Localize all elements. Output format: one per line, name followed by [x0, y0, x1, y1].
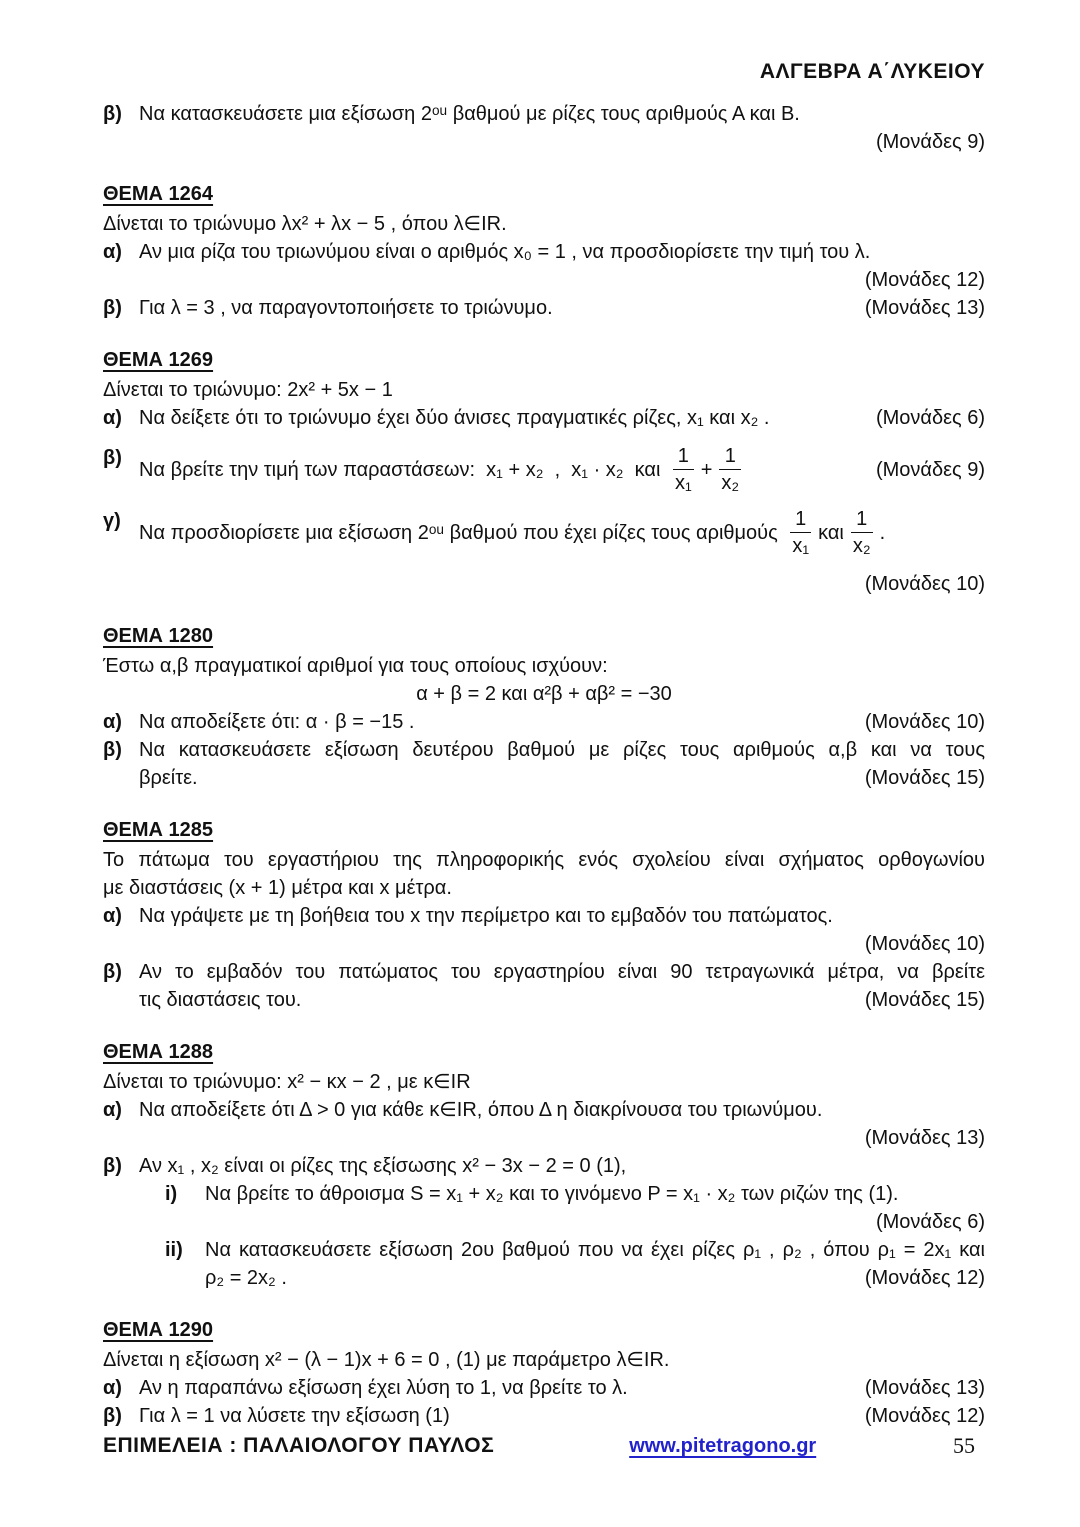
fraction-denominator: x₂: [721, 472, 740, 494]
question-label: β): [103, 739, 122, 761]
question-item-b: [103, 958, 985, 1014]
question-item-c: [103, 507, 985, 558]
theme-title: [103, 1038, 985, 1066]
centered-equation: α + β = 2 και α²β + αβ² = −30: [416, 683, 672, 705]
points-badge: (Μονάδες 12): [864, 269, 985, 291]
question-label: α): [103, 1099, 122, 1121]
question-text: Αν η παραπάνω εξίσωση έχει λύση το 1, να βρείτε το λ.: [139, 1377, 628, 1399]
question-item-a: [103, 902, 985, 930]
question-label: β): [103, 961, 122, 983]
points-line: [103, 1124, 985, 1152]
fraction-numerator: 1: [851, 507, 873, 533]
question-text-wrap: [139, 404, 985, 432]
theme-1280: [103, 622, 985, 792]
question-label: i): [165, 1183, 178, 1205]
question-label: β): [103, 447, 122, 469]
question-label: α): [103, 711, 122, 733]
theme-intro: Έστω α,β πραγματικοί αριθμοί για τους οποίους ισχύουν:: [103, 655, 608, 677]
points-badge: (Μονάδες 13): [864, 1377, 985, 1399]
theme-1285: [103, 816, 985, 1014]
theme-intro-line1: Το πάτωμα του εργαστήριου της πληροφορικής ενός σχολείου είναι σχήματος ορθογωνίου: [103, 849, 985, 871]
fraction: [790, 507, 811, 558]
theme-title: [103, 180, 985, 208]
points-badge: (Μονάδες 10): [864, 573, 985, 595]
question-item-a: [103, 708, 985, 736]
question-text-line1: Να κατασκευάσετε εξίσωση δευτέρου βαθμού με ρίζες τους αριθμούς α,β και να τους: [139, 739, 985, 761]
question-item-b-ii: [165, 1236, 985, 1292]
question-text-line2-row: [139, 986, 985, 1014]
question-text-line2: ρ₂ = 2x₂ .: [205, 1267, 287, 1289]
question-item-a: [103, 1374, 985, 1402]
theme-intro-line2: με διαστάσεις (x + 1) μέτρα και x μέτρα.: [103, 877, 452, 899]
question-label: β): [103, 1155, 122, 1177]
question-text-wrap: [139, 444, 985, 495]
question-item-b-i: [165, 1180, 985, 1208]
question-text-wrap: [139, 1152, 985, 1180]
points-badge: (Μονάδες 6): [875, 407, 985, 429]
theme-intro: Δίνεται το τριώνυμο: x² − κx − 2 , με κ∈IR: [103, 1071, 471, 1093]
question-label: β): [103, 1405, 122, 1427]
question-text-line1: Να κατασκευάσετε εξίσωση 2ου βαθμού που να έχει ρίζες ρ₁ , ρ₂ , όπου ρ₁ = 2x₁ και: [205, 1239, 985, 1261]
question-text-wrap: [139, 1402, 985, 1430]
points-badge: (Μονάδες 13): [864, 297, 985, 319]
points-line: [103, 570, 985, 598]
fraction-numerator: 1: [790, 507, 811, 533]
points-badge: (Μονάδες 15): [864, 989, 985, 1011]
question-item-a: [103, 404, 985, 432]
plus-operator: +: [700, 458, 713, 481]
theme-title: [103, 622, 985, 650]
question-item-a: [103, 238, 985, 266]
question-label: α): [103, 905, 122, 927]
question-text-wrap: [205, 1236, 985, 1292]
points-badge: (Μονάδες 12): [864, 1405, 985, 1427]
points-badge: (Μονάδες 9): [875, 458, 985, 481]
points-badge: (Μονάδες 10): [864, 933, 985, 955]
page-footer: [103, 1432, 985, 1460]
page-title: ΑΛΓΕΒΡΑ Α΄ΛΥΚΕΙΟΥ: [759, 60, 985, 83]
question-text: Για λ = 1 να λύσετε την εξίσωση (1): [139, 1405, 450, 1427]
points-badge: (Μονάδες 9): [875, 131, 985, 153]
page-header: [103, 58, 985, 86]
theme-intro: Δίνεται το τριώνυμο: 2x² + 5x − 1: [103, 379, 393, 401]
question-text-wrap: [139, 507, 985, 558]
question-label: γ): [103, 510, 121, 532]
question-item-b: [103, 736, 985, 792]
theme-1288: [103, 1038, 985, 1292]
fraction-denominator: x₁: [674, 472, 692, 494]
theme-title-text: ΘΕΜΑ 1290: [103, 1319, 214, 1341]
connector-text: και: [818, 521, 844, 544]
question-text: Να κατασκευάσετε μια εξίσωση 2ᵒᵘ βαθμού με ρίζες τους αριθμούς Α και Β.: [139, 103, 800, 125]
question-label: α): [103, 1377, 122, 1399]
points-line: [103, 128, 985, 156]
points-line: [103, 266, 985, 294]
question-text-wrap: [139, 736, 985, 792]
page-number: 55: [953, 1433, 975, 1458]
question-text-wrap: [139, 902, 985, 930]
theme-1269: [103, 346, 985, 598]
theme-intro: Δίνεται η εξίσωση x² − (λ − 1)x + 6 = 0 , (1) με παράμετρο λ∈IR.: [103, 1349, 670, 1371]
question-item-b: [103, 1152, 985, 1180]
points-line: [103, 930, 985, 958]
fraction: [673, 444, 694, 495]
theme-title-text: ΘΕΜΑ 1269: [103, 349, 214, 371]
fraction-denominator: x₂: [852, 535, 871, 557]
points-badge: (Μονάδες 10): [864, 711, 985, 733]
question-text-line1: Αν το εμβαδόν του πατώματος του εργαστηρίου είναι 90 τετραγωνικά μέτρα, να βρείτε: [139, 961, 985, 983]
theme-title-text: ΘΕΜΑ 1264: [103, 183, 214, 205]
theme-intro: Δίνεται το τριώνυμο λx² + λx − 5 , όπου λ∈IR.: [103, 213, 507, 235]
question-text-line2: τις διαστάσεις του.: [139, 989, 302, 1011]
question-label: ii): [165, 1239, 183, 1261]
fraction: [851, 507, 873, 558]
footer-editor-credit: ΕΠΙΜΕΛΕΙΑ : ΠΑΛΑΙΟΛΟΓΟΥ ΠΑΥΛΟΣ: [103, 1434, 495, 1457]
question-text: Να προσδιορίσετε μια εξίσωση 2ᵒᵘ βαθμού που έχει ρίζες τους αριθμούς: [139, 521, 784, 544]
question-text: Να βρείτε το άθροισμα S = x₁ + x₂ και το γινόμενο P = x₁ · x₂ των ριζών της (1).: [205, 1183, 899, 1205]
question-text-wrap: [205, 1180, 985, 1208]
theme-1264: [103, 180, 985, 322]
footer-website-link[interactable]: www.pitetragono.gr: [629, 1435, 817, 1457]
points-badge: (Μονάδες 12): [864, 1267, 985, 1289]
question-text: Να δείξετε ότι το τριώνυμο έχει δύο άνισες πραγματικές ρίζες, x₁ και x₂ .: [139, 407, 770, 429]
question-text-line2: βρείτε.: [139, 767, 198, 789]
question-text-wrap: [139, 958, 985, 1014]
question-text: Αν μια ρίζα του τριωνύμου είναι ο αριθμός x₀ = 1 , να προσδιορίσετε την τιμή του λ.: [139, 241, 871, 263]
question-text-wrap: [139, 100, 985, 128]
math-expression: [139, 507, 885, 558]
theme-title: [103, 816, 985, 844]
question-text-line2-row: [139, 764, 985, 792]
fraction: [719, 444, 741, 495]
question-label: α): [103, 407, 122, 429]
question-label: β): [103, 103, 122, 125]
points-badge: (Μονάδες 15): [864, 767, 985, 789]
question-text: Να αποδείξετε ότι Δ > 0 για κάθε κ∈IR, όπου Δ η διακρίνουσα του τριωνύμου.: [139, 1099, 823, 1121]
question-text: Για λ = 3 , να παραγοντοποιήσετε το τριώνυμο.: [139, 297, 553, 319]
question-text-wrap: [139, 1374, 985, 1402]
question-text-wrap: [139, 238, 985, 266]
math-expression: [139, 444, 748, 495]
question-text: Αν x₁ , x₂ είναι οι ρίζες της εξίσωσης x² − 3x − 2 = 0 (1),: [139, 1155, 627, 1177]
question-item-b: [103, 1402, 985, 1430]
question-text-wrap: [139, 708, 985, 736]
question-text-wrap: [139, 1096, 985, 1124]
question-item-intro-b: [103, 100, 985, 128]
sentence-period: .: [879, 521, 886, 544]
question-item-b: [103, 444, 985, 495]
fraction-denominator: x₁: [792, 535, 810, 557]
question-text-line2-row: [205, 1264, 985, 1292]
question-text: Να βρείτε την τιμή των παραστάσεων: x₁ + x₂ , x₁ · x₂ και: [139, 458, 666, 481]
points-line: [103, 1208, 985, 1236]
question-text: Να γράψετε με τη βοήθεια του x την περίμετρο και το εμβαδόν του πατώματος.: [139, 905, 833, 927]
question-item-b: [103, 294, 985, 322]
question-item-a: [103, 1096, 985, 1124]
question-text-wrap: [139, 294, 985, 322]
question-label: β): [103, 297, 122, 319]
points-badge: (Μονάδες 13): [864, 1127, 985, 1149]
theme-title-text: ΘΕΜΑ 1285: [103, 819, 214, 841]
question-label: α): [103, 241, 122, 263]
question-text: Να αποδείξετε ότι: α · β = −15 .: [139, 711, 415, 733]
theme-1290: [103, 1316, 985, 1430]
theme-title-text: ΘΕΜΑ 1280: [103, 625, 214, 647]
points-badge: (Μονάδες 6): [875, 1211, 985, 1233]
fraction-numerator: 1: [673, 444, 694, 470]
theme-title: [103, 346, 985, 374]
theme-title: [103, 1316, 985, 1344]
theme-title-text: ΘΕΜΑ 1288: [103, 1041, 214, 1063]
fraction-numerator: 1: [719, 444, 741, 470]
